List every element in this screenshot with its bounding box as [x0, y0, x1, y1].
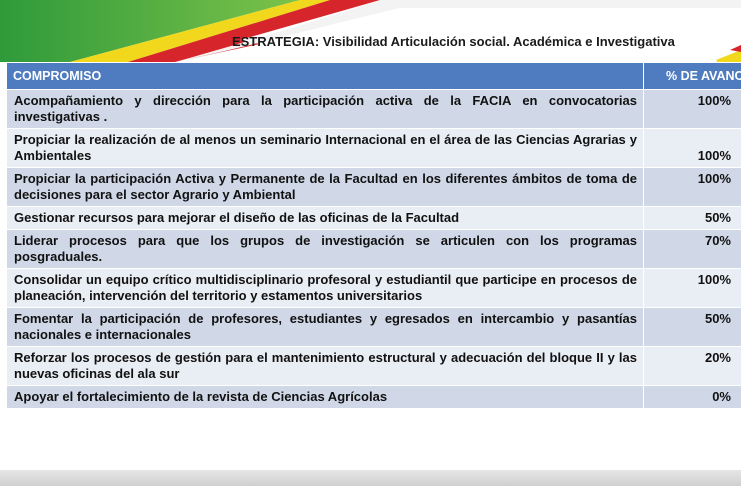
table-row [7, 129, 742, 168]
table-row [7, 168, 742, 207]
compromiso-cell: Liderar procesos para que los grupos de investigación se articulen con los programas posgraduales. [7, 230, 644, 269]
table-row [7, 90, 742, 129]
compromiso-cell: Reforzar los procesos de gestión para el mantenimiento estructural y adecuación del bloque II y las nuevas oficinas del ala sur [7, 347, 644, 386]
avance-cell: 100% [644, 269, 742, 308]
table-row [7, 347, 742, 386]
page-title: ESTRATEGIA: Visibilidad Articulación social. Académica e Investigativa [232, 34, 675, 49]
avance-cell: 20% [644, 347, 742, 386]
compromiso-cell: Propiciar la participación Activa y Permanente de la Facultad en los diferentes ámbitos de toma de decisiones para el sector Agrario y Ambiental [7, 168, 644, 207]
compromiso-cell: Acompañamiento y dirección para la participación activa de la FACIA en convocatorias investigativas . [7, 90, 644, 129]
compromiso-cell: Propiciar la realización de al menos un seminario Internacional en el área de las Ciencias Agrarias y Ambientales [7, 129, 644, 168]
commitments-table [6, 62, 752, 409]
compromiso-cell: Consolidar un equipo crítico multidisciplinario profesoral y estudiantil que participe en procesos de planeación, intervención del territorio y estamentos universitarios [7, 269, 644, 308]
column-header-avance: % DE AVANCE [644, 63, 742, 90]
avance-cell: 50% [644, 207, 742, 230]
commitments-table-container [6, 62, 752, 409]
table-row [7, 207, 742, 230]
table-row [7, 308, 742, 347]
footer-band [0, 470, 741, 486]
avance-cell: 0% [644, 386, 742, 409]
avance-cell: 100% [644, 129, 742, 168]
table-row [7, 230, 742, 269]
column-header-compromiso: COMPROMISO [7, 63, 644, 90]
compromiso-cell: Apoyar el fortalecimiento de la revista de Ciencias Agrícolas [7, 386, 644, 409]
table-row [7, 386, 742, 409]
avance-cell: 100% [644, 90, 742, 129]
avance-cell: 50% [644, 308, 742, 347]
table-row [7, 269, 742, 308]
compromiso-cell: Fomentar la participación de profesores, estudiantes y egresados en intercambio y pasantías nacionales e internacionales [7, 308, 644, 347]
table-header-row [7, 63, 742, 90]
compromiso-cell: Gestionar recursos para mejorar el diseño de las oficinas de la Facultad [7, 207, 644, 230]
avance-cell: 70% [644, 230, 742, 269]
avance-cell: 100% [644, 168, 742, 207]
